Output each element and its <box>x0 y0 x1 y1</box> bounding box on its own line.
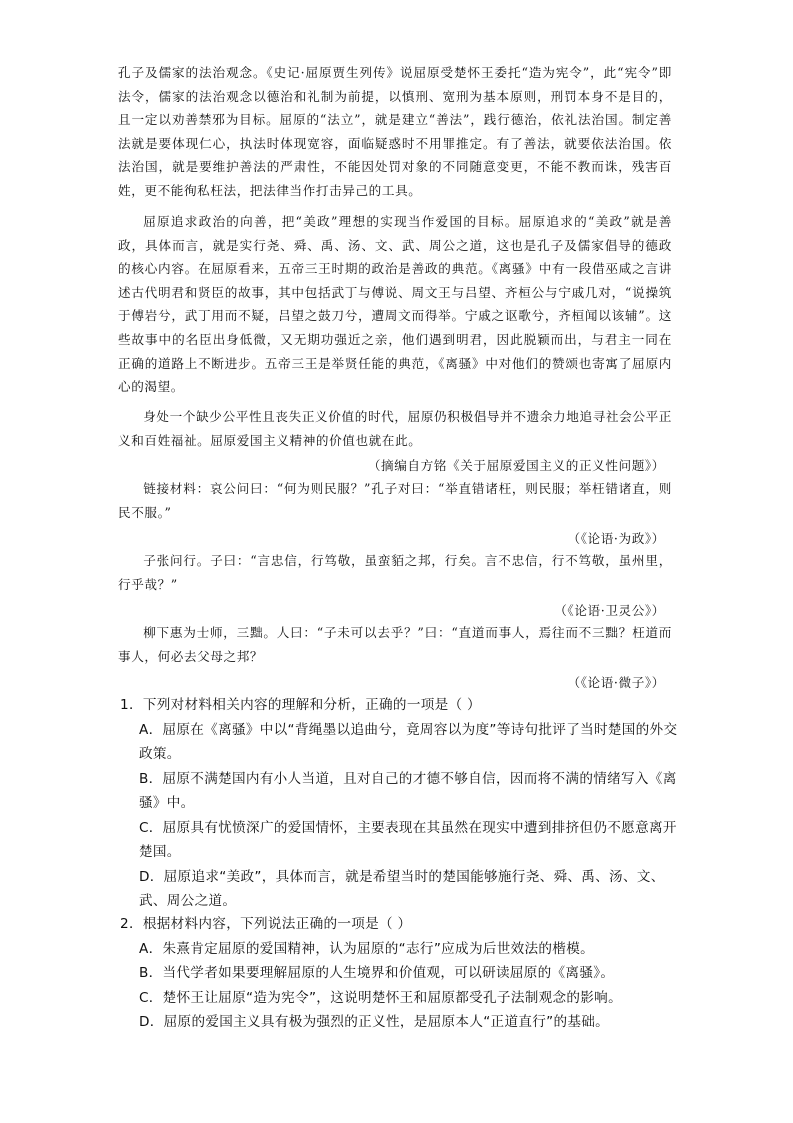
question-2-option-c[interactable]: C．楚怀王让屈原“造为宪令”，这说明楚怀王和屈原都受孔子法制观念的影响。 <box>139 989 622 1006</box>
question-1-option-c[interactable]: C．屈原具有忧愤深广的爱国情怀，主要表现在其虽然在现实中遭到排挤但仍不愿意离开楚国。 <box>139 819 677 860</box>
passage-paragraph-2: 屈原追求政治的向善，把“美政”理想的实现当作爱国的目标。屈原追求的“美政”就是善政，具体而言，就是实行尧、舜、禹、汤、文、武、周公之道，这也是孔子及儒家倡导的德政的核心内容。在屈原看来，五帝三王时期的政治是善政的典范。《离骚》中有一段借巫咸之言讲述古代明君和贤臣的故事，其中包括武丁与傅说、周文王与吕望、齐桓公与宁戚几对，“说操筑于傅岩兮，武丁用而不疑，吕望之鼓刀兮，遭周文而得举。宁戚之讴歌兮，齐桓闻以该辅”。这些故事中的名臣出身低微，又无期功强近之亲，他们遇到明君，因此脱颖而出，与君主一同在正确的道路上不断进步。五帝三王是举贤任能的典范，《离骚》中对他们的赞颂也寄寓了屈原内心的渴望。 <box>118 214 672 395</box>
question-1 <box>120 693 680 914</box>
passage-paragraph-1: 孔子及儒家的法治观念。《史记·屈原贾生列传》说屈原受楚怀王委托“造为宪令”，此“宪令”即法令，儒家的法治观念以德治和礼制为前提，以慎刑、宽刑为基本原则，刑罚本身不是目的，且一定以劝善禁邪为目标。屈原的“法立”，就是建立“善法”，践行德治，依礼法治国。制定善法就是要体现仁心，执法时体现宽容，面临疑惑时不用罪推定。有了善法，就要依法治国。依法治国，就是要维护善法的严肃性，不能因处罚对象的不同随意变更，不能不教而诛，残害百姓，更不能徇私枉法，把法律当作打击异己的工具。 <box>118 65 672 198</box>
question-1-stem: 1．下列对材料相关内容的理解和分析，正确的一项是（ ） <box>120 697 481 713</box>
link-material-1: 链接材料：哀公问曰：“何为则民服？”孔子对曰：“举直错诸枉，则民服；举枉错诸直，则民不服。” <box>118 481 672 520</box>
question-1-option-d[interactable]: D．屈原追求“美政”，具体而言，就是希望当时的楚国能够施行尧、舜、禹、汤、文、武、周公之道。 <box>139 868 665 909</box>
passage-source: （摘编自方铭《关于屈原爱国主义的正义性问题》） <box>367 458 665 473</box>
link-material-2: 子张问行。子曰：“言忠信，行笃敬，虽蛮貊之邦，行矣。言不忠信，行不笃敬，虽州里，行乎哉？” <box>118 553 672 592</box>
link-material-2-source: （《论语·卫灵公》） <box>554 603 665 618</box>
question-1-option-a[interactable]: A．屈原在《离骚》中以“背绳墨以追曲兮，竟周容以为度”等诗句批评了当时楚国的外交政策。 <box>139 721 678 762</box>
question-2-option-b[interactable]: B．当代学者如果要理解屈原的人生境界和价值观，可以研读屈原的《离骚》。 <box>139 965 615 981</box>
question-2-option-d[interactable]: D．屈原的爱国主义具有极为强烈的正义性，是屈原本人“正道直行”的基础。 <box>139 1014 610 1030</box>
link-material-1-source: （《论语·为政》） <box>567 531 665 546</box>
passage-paragraph-3: 身处一个缺少公平性且丧失正义价值的时代，屈原仍积极倡导并不遗余力地追寻社会公平正义和百姓福祉。屈原爱国主义精神的价值也就在此。 <box>118 409 672 448</box>
question-2-stem: 2．根据材料内容，下列说法正确的一项是（ ） <box>120 916 412 932</box>
link-material-3-source: （《论语·微子》） <box>567 675 665 690</box>
question-1-option-b[interactable]: B．屈原不满楚国内有小人当道，且对自己的才德不够自信，因而将不满的情绪写入《离骚》中。 <box>139 770 677 811</box>
question-2-option-a[interactable]: A．朱熹肯定屈原的爱国精神，认为屈原的“志行”应成为后世效法的楷模。 <box>139 940 594 957</box>
question-2 <box>120 912 680 1035</box>
link-material-3: 柳下惠为士师，三黜。人曰：“子未可以去乎？”曰：“直道而事人，焉往而不三黜？枉道而事人，何必去父母之邦？ <box>118 625 672 664</box>
